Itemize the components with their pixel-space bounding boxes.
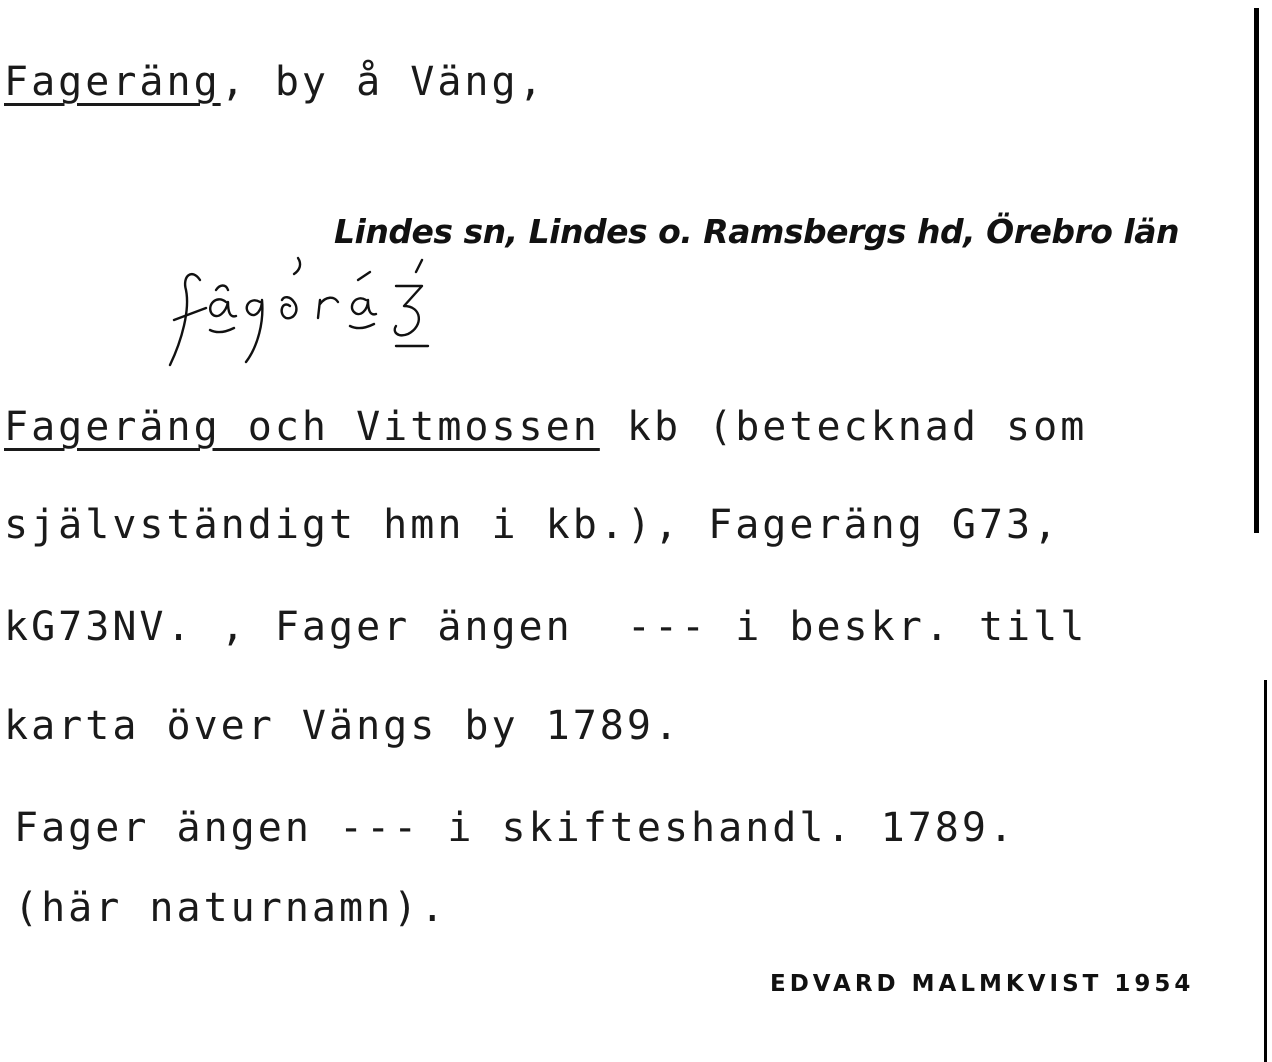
line1-rest: kb (betecknad som bbox=[599, 404, 1088, 450]
line1-underlined-name: Fageräng och Vitmossen bbox=[4, 404, 600, 450]
body-line-6: (här naturnamn). bbox=[14, 885, 448, 931]
body-line-2: självständigt hmn i kb.), Fageräng G73, bbox=[4, 502, 1061, 548]
card-right-border-top bbox=[1254, 8, 1259, 533]
title-locality: , by å Väng, bbox=[220, 59, 546, 105]
body-line-5: Fager ängen --- i skifteshandl. 1789. bbox=[14, 805, 1017, 851]
parish-stamp: Lindes sn, Lindes o. Ramsbergs hd, Örebro län bbox=[334, 212, 1180, 251]
card-right-border-bottom bbox=[1264, 680, 1267, 1062]
title-place-name: Fageräng bbox=[4, 59, 221, 105]
handwritten-pronunciation bbox=[160, 250, 520, 380]
card-title bbox=[4, 59, 546, 105]
signature-stamp: EDVARD MALMKVIST 1954 bbox=[770, 971, 1195, 997]
body-line-1 bbox=[4, 404, 1088, 450]
body-line-4: karta över Vängs by 1789. bbox=[4, 703, 682, 749]
body-line-3: kG73NV. , Fager ängen --- i beskr. till bbox=[4, 604, 1088, 650]
